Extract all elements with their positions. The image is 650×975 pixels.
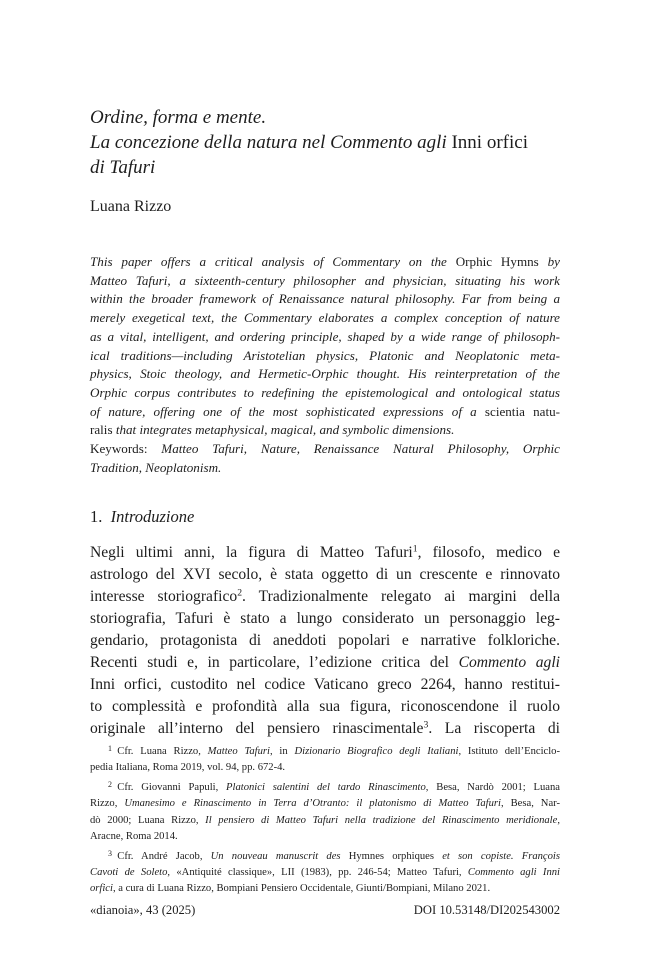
section-title: Introduzione [110,507,195,526]
body-line [90,652,560,674]
roman-run: Orphic Hymns [455,254,539,269]
footnote-ref: 1 [412,543,418,555]
italic-run: Il pensiero di Matteo Tafuri nella tradizione del Rinascimento meridionale [205,814,558,826]
footnotes [90,741,560,898]
roman-run: ralis [90,422,113,438]
abstract-line [90,253,560,272]
abstract-line [90,347,560,366]
text-run: , a cura di Luana Rizzo, Bompiani Pensiero Occidentale, Giunti/Bompiani, Milano 2021. [112,883,491,895]
text-run: that integrates metaphysical, magical, and symbolic dimensions. [112,422,455,438]
footnote-line [90,777,560,796]
abstract-line [90,328,560,347]
italic-run: Platonici salentini del tardo Rinascimento [226,781,426,793]
footnote-ref: 3 [423,719,429,731]
footnote-line [90,813,560,830]
italic-run: Dizionario Biografico degli Italiani [294,745,459,757]
footnote-number: 2 [108,779,112,789]
italic-run: Umanesimo e Rinascimento in Terra d’Otranto: il platonismo di Matteo Tafuri [124,798,501,810]
italic-run: Matteo Tafuri [207,745,270,757]
abstract-line [90,365,560,384]
article-title [90,105,560,180]
keywords-label: Keywords: [90,441,162,456]
text-run: merely exegetical text, the Commentary elaborates a complex conception of nature [90,310,560,326]
title-line-2-roman: Inni orfici [451,132,528,153]
body-text [90,542,560,740]
text-run: , Besa, Nardò 2001; Luana [425,781,561,793]
text-run: Negli ultimi anni, la figura di Matteo Tafuri [90,544,413,561]
footnote-number: 1 [108,744,112,753]
abstract-line [90,384,560,403]
text-run: Aracne, Roma 2014. [90,831,178,843]
text-run: , in [269,745,295,757]
text-run: within the broader framework of Renaissance natural philosophy. Far from being a [90,291,560,307]
italic-run: Commento agli Inni [467,866,560,878]
text-run: by [538,254,560,269]
footnote-1 [90,741,560,777]
text-run: . Tradizionalmente relegato ai margini della [242,588,560,605]
text-run: Cfr. Giovanni Papuli, [117,781,227,793]
body-line [90,542,560,564]
italic-run: Commento agli [458,654,560,671]
text-run: Cfr. Luana Rizzo, [117,745,208,757]
body-line [90,674,560,696]
title-line-2-italic: La concezione della natura nel Commento agli [90,132,452,153]
footnote-ref: 2 [237,587,243,599]
text-run: physics, Stoic theology, and Hermetic-Orphic thought. His reinterpretation of the [90,366,560,382]
footnote-2 [90,777,560,846]
journal-citation: «dianoia», 43 (2025) [90,903,196,917]
italic-run: orfici [90,883,113,895]
title-line-1: Ordine, forma e mente. [90,107,267,128]
body-line [90,696,560,718]
body-line [90,630,560,652]
text-run: Inni orfici, custodito nel codice Vaticano greco 2264, hanno restitui- [90,676,560,693]
text-run: Rizzo, [90,798,125,810]
italic-run: Cavoti de Soleto [90,866,168,878]
text-run: of nature, offering one of the most sophisticated expressions of a [90,403,485,419]
text-run: Orphic corpus contributes to redefining the epistemological and ontological status [90,384,560,400]
text-run: This paper offers a critical analysis of Commentary on the [90,254,456,269]
body-line [90,718,560,740]
text-run: , filosofo, medico e [417,544,560,561]
text-run: interesse storiografico [90,588,238,605]
abstract-line [90,421,560,440]
text-run: Hymnes orphiques [340,850,443,862]
abstract-line [90,272,560,291]
text-run: Recenti studi e, in particolare, l’edizione critica del [90,654,459,671]
keywords-line-1 [90,440,560,459]
italic-run: et son copiste. François [442,850,560,862]
keywords-list-1: Matteo Tafuri, Nature, Renaissance Natural Philosophy, Orphic [161,441,560,456]
text-run: . La riscoperta di [428,720,560,737]
footnote-3 [90,846,560,898]
keywords-line-2: Tradition, Neoplatonism. [90,459,222,475]
footnote-line [90,881,560,898]
abstract-line [90,403,560,422]
italic-run: Un nouveau manuscrit des [210,850,341,862]
title-line-3: di Tafuri [90,157,156,178]
roman-run: scientia natu- [484,403,560,419]
text-run: dò 2000; Luana Rizzo, [90,814,206,826]
doi: DOI 10.53148/DI202543002 [413,903,560,917]
section-heading [90,506,194,528]
footnote-line [90,865,560,882]
text-run: storiografia, Tafuri è stato a lungo considerato un personaggio leg- [90,610,560,627]
text-run: , Besa, Nar- [500,798,560,810]
text-run: as a vital, intelligent, and ordering principle, shaped by a wide range of philosoph- [90,328,560,344]
footnote-line [90,846,560,865]
text-run: , «Antiquité classique», LII (1983), pp. 246-54; Matteo Tafuri, [167,866,468,878]
keywords [90,440,560,477]
footnote-line [90,829,560,846]
footnote-line [90,741,560,760]
footnote-line [90,760,560,777]
footnote-number: 3 [108,848,112,858]
text-run: Matteo Tafuri, a sixteenth-century philosopher and physician, situating his work [90,272,560,288]
text-run: Cfr. André Jacob, [117,850,211,862]
text-run: , Istituto dell’Enciclo- [458,745,560,757]
text-run: to complessità e profondità alla sua figura, riconoscendone il ruolo [90,698,560,715]
text-run: , [557,814,560,826]
abstract-line [90,309,560,328]
text-run: originale all’interno del pensiero rinascimentale [90,720,424,737]
title-line-2 [90,130,560,155]
abstract [90,253,560,440]
text-run: pedia Italiana, Roma 2019, vol. 94, pp. 672-4. [90,762,286,774]
section-number: 1. [90,507,103,526]
text-run: ical traditions—including Aristotelian physics, Platonic and Neoplatonic meta- [90,347,560,363]
body-line [90,564,560,586]
text-run: gendario, protagonista di aneddoti popolari e narrative folkloriche. [90,632,560,649]
body-line [90,608,560,630]
abstract-line [90,290,560,309]
text-run: astrologo del XVI secolo, è stata oggetto di un crescente e rinnovato [90,566,560,583]
author-name: Luana Rizzo [90,198,172,215]
footnote-line [90,796,560,813]
body-line [90,586,560,608]
